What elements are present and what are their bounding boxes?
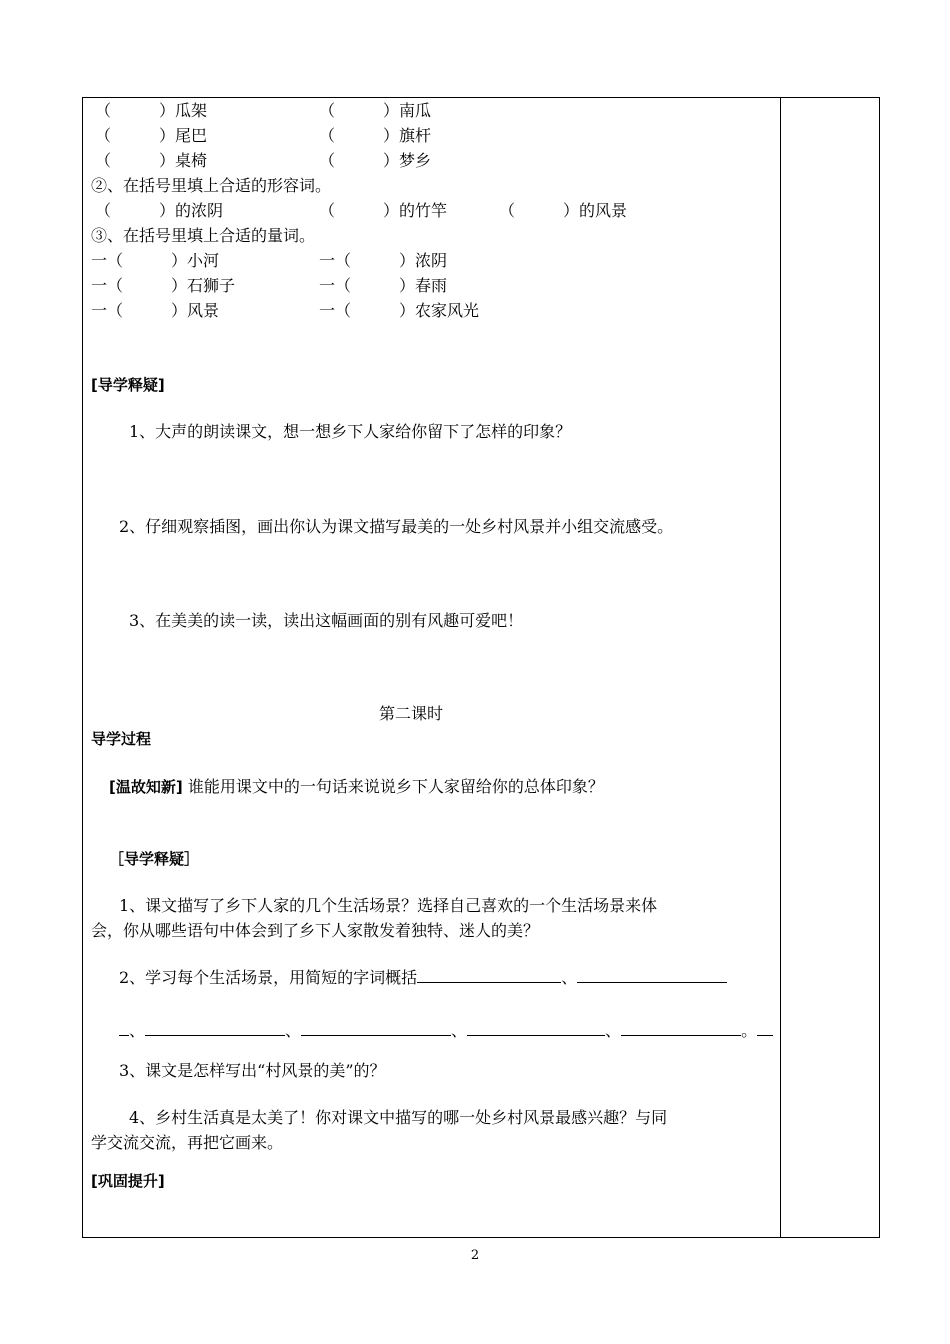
measure-item: 一（ ）春雨 — [319, 276, 448, 295]
fill-word-item: （ ）桌椅 — [95, 151, 208, 170]
question: 2、仔细观察插图，画出你认为课文描写最美的一处乡村风景并小组交流感受。 — [119, 517, 674, 536]
page-number: 2 — [470, 1248, 480, 1263]
question-text: 2、学习每个生活场景，用简短的字词概括 — [119, 968, 418, 987]
column-divider — [780, 98, 781, 1237]
review-question — [109, 776, 604, 798]
fill-word-item: （ ）尾巴 — [95, 126, 208, 145]
measure-heading: ③、在括号里填上合适的量词。 — [91, 226, 316, 245]
period: 。 — [741, 1021, 758, 1040]
question-continued: 会，你从哪些语句中体会到了乡下人家散发着独特、迷人的美？ — [91, 921, 540, 940]
measure-item: 一（ ）农家风光 — [319, 301, 480, 320]
blank-line[interactable] — [119, 1019, 129, 1036]
blank-line[interactable] — [301, 1019, 451, 1036]
fill-word-item: （ ）南瓜 — [319, 101, 432, 120]
fill-word-item: （ ）瓜架 — [95, 101, 208, 120]
main-cell — [83, 98, 780, 1237]
separator: 、 — [129, 1021, 146, 1040]
blank-line[interactable] — [621, 1019, 741, 1036]
blank-line[interactable] — [757, 1019, 773, 1036]
section-title: ［导学释疑］ — [109, 850, 200, 868]
blank-line[interactable] — [417, 966, 561, 983]
worksheet-table — [82, 97, 880, 1238]
separator: 、 — [451, 1021, 468, 1040]
measure-item: 一（ ）浓阴 — [319, 251, 448, 270]
measure-item: 一（ ）风景 — [91, 301, 220, 320]
fill-word-item: （ ）梦乡 — [319, 151, 432, 170]
separator: 、 — [285, 1021, 302, 1040]
blank-line[interactable] — [467, 1019, 605, 1036]
question: 1、课文描写了乡下人家的几个生活场景？选择自己喜欢的一个生活场景来体 — [119, 896, 658, 915]
question: 3、在美美的读一读，读出这幅画面的别有风趣可爱吧！ — [129, 611, 524, 630]
measure-item: 一（ ）小河 — [91, 251, 220, 270]
blank-line[interactable] — [145, 1019, 285, 1036]
separator: 、 — [561, 968, 578, 987]
adjective-item: （ ）的风景 — [499, 201, 628, 220]
section-title: [导学释疑] — [91, 376, 165, 394]
question-continued: 学交流交流，再把它画来。 — [91, 1133, 284, 1152]
separator: 、 — [605, 1021, 622, 1040]
process-heading: 导学过程 — [91, 730, 152, 748]
question: 1、大声的朗读课文，想一想乡下人家给你留下了怎样的印象？ — [129, 422, 572, 441]
lesson-title: 第二课时 — [379, 704, 444, 723]
measure-item: 一（ ）石狮子 — [91, 276, 236, 295]
review-text: 谁能用课文中的一句话来说说乡下人家留给你的总体印象？ — [187, 777, 604, 796]
fill-word-item: （ ）旗杆 — [319, 126, 432, 145]
section-title: [巩固提升] — [91, 1172, 165, 1190]
blank-line[interactable] — [577, 966, 727, 983]
summary-question — [119, 966, 727, 989]
summary-blanks — [119, 1019, 773, 1042]
adjective-item: （ ）的竹竿 — [319, 201, 448, 220]
question: 3、课文是怎样写出“村风景的美”的？ — [119, 1061, 386, 1080]
review-label: [温故知新] — [109, 778, 183, 796]
question: 4、乡村生活真是太美了！你对课文中描写的哪一处乡村风景最感兴趣？与同 — [129, 1108, 668, 1127]
adjective-item: （ ）的浓阴 — [95, 201, 224, 220]
adjective-heading: ②、在括号里填上合适的形容词。 — [91, 176, 332, 195]
